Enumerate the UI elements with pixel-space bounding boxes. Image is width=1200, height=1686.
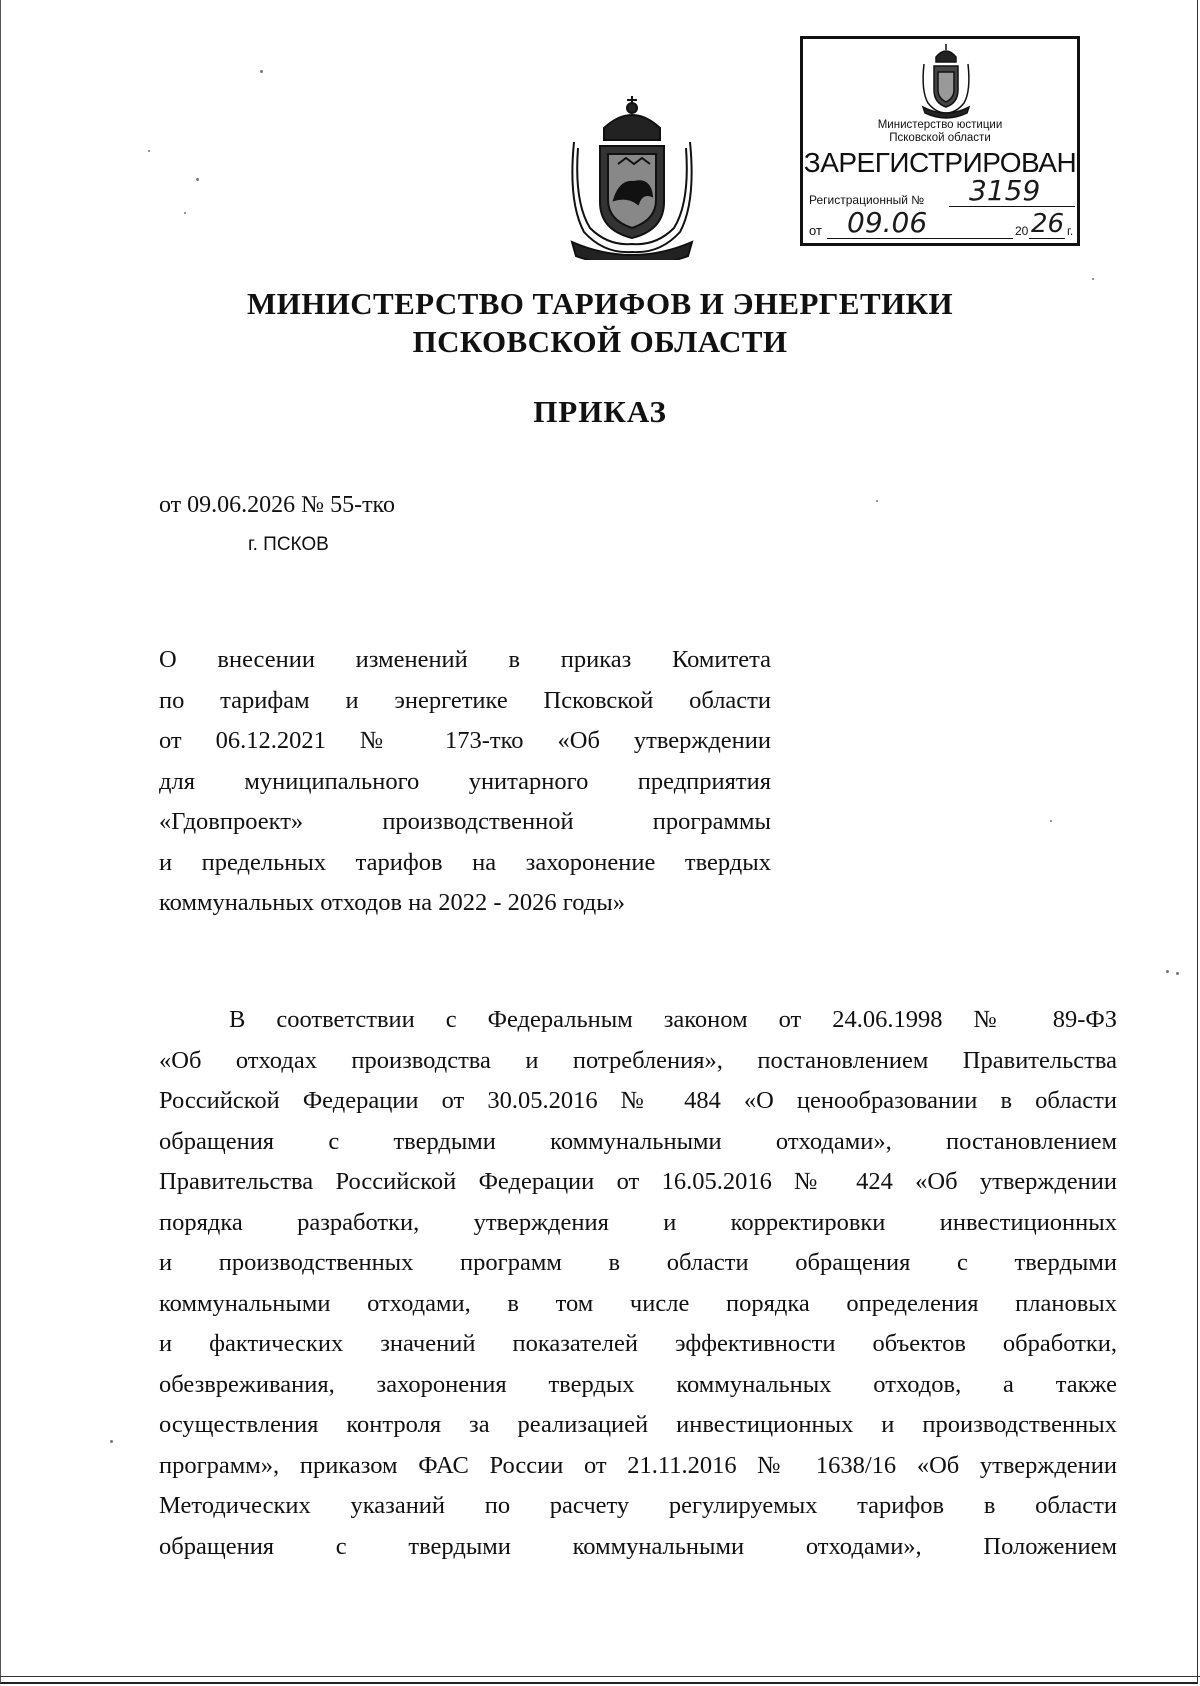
body-line: и производственных программ в области обращения с твердыми [159,1249,1117,1276]
subject-line: коммунальных отходов на 2022 - 2026 годы» [159,889,625,916]
coat-of-arms-emblem [564,92,700,260]
subject-line: по тарифам и энергетике Псковской области [159,686,771,714]
order-subject [159,640,771,924]
stamp-org-line: Псковской области [889,132,991,144]
subject-line: О внесении изменений в приказ Комитета [159,646,771,673]
body-line: Российской Федерации от 30.05.2016 № 484 «О ценообразовании в области [159,1087,1117,1114]
subject-line: для муниципального унитарного предприятия [159,767,771,795]
body-line: коммунальными отходами, в том числе порядка определения плановых [159,1289,1117,1317]
body-line: программ», приказом ФАС России от 21.11.2016 № 1638/16 «Об утверждении [159,1451,1117,1479]
order-date-number: от 09.06.2026 № 55-тко [159,492,395,518]
stamp-org-line: Министерство юстиции [877,119,1003,131]
registration-stamp [800,36,1080,246]
subject-line: «Гдовпроект» производственной программы [159,808,771,835]
body-line: «Об отходах производства и потребления», постановлением Правительства [159,1046,1117,1074]
body-line: Правительства Российской Федерации от 16.05.2016 № 424 «Об утверждении [159,1168,1117,1195]
city-line: г. ПСКОВ [248,534,329,555]
stamp-emblem [919,43,973,119]
stamp-year-prefix: 20 [1015,224,1029,238]
scan-speck [184,212,186,214]
scan-speck [148,150,150,152]
body-line: Методических указаний по расчету регулируемых тарифов в области [159,1492,1117,1519]
stamp-registration-row [809,174,1075,209]
stamp-year-suffix: г. [1067,224,1074,238]
subject-line: от 06.12.2021 № 173-тко «Об утверждении [159,727,771,754]
body-line: обращения с твердыми коммунальными отходами», постановлением [159,1127,1117,1155]
stamp-year-value: 26 [1031,209,1065,239]
stamp-organization [803,119,1077,145]
scan-speck [1092,278,1094,280]
scan-speck [110,1440,113,1443]
ministry-name-line: МИНИСТЕРСТВО ТАРИФОВ И ЭНЕРГЕТИКИ [247,286,953,321]
stamp-registration-number: 3159 [969,174,1041,207]
body-paragraph [159,1000,1117,1567]
scan-speck [260,70,263,73]
page-bottom-rule [0,1676,1200,1677]
ministry-name-line: ПСКОВСКОЙ ОБЛАСТИ [412,324,788,359]
stamp-title: ЗАРЕГИСТРИРОВАН [803,147,1077,178]
scan-speck [876,500,878,502]
scan-speck [196,178,199,181]
body-line: обезвреживания, захоронения твердых коммунальных отходов, а также [159,1370,1117,1398]
stamp-registration-label: Регистрационный № [809,193,925,207]
body-line: осуществления контроля за реализацией инвестиционных и производственных [159,1411,1117,1438]
scan-speck [1050,820,1052,822]
body-line: обращения с твердыми коммунальными отходами», Положением [159,1532,1117,1560]
stamp-date-row [809,206,1075,241]
body-line: порядка разработки, утверждения и корректировки инвестиционных [159,1208,1117,1236]
scan-speck [1176,972,1179,975]
document-type-title: ПРИКАЗ [533,394,667,429]
stamp-date-value: 09.06 [847,206,928,239]
stamp-date-prefix: от [809,223,822,238]
body-line: и фактических значений показателей эффективности объектов обработки, [159,1330,1117,1357]
body-line: В соответствии с Федеральным законом от 24.06.1998 № 89-ФЗ [229,1006,1117,1033]
subject-line: и предельных тарифов на захоронение твердых [159,848,771,876]
scan-speck [1166,970,1169,973]
